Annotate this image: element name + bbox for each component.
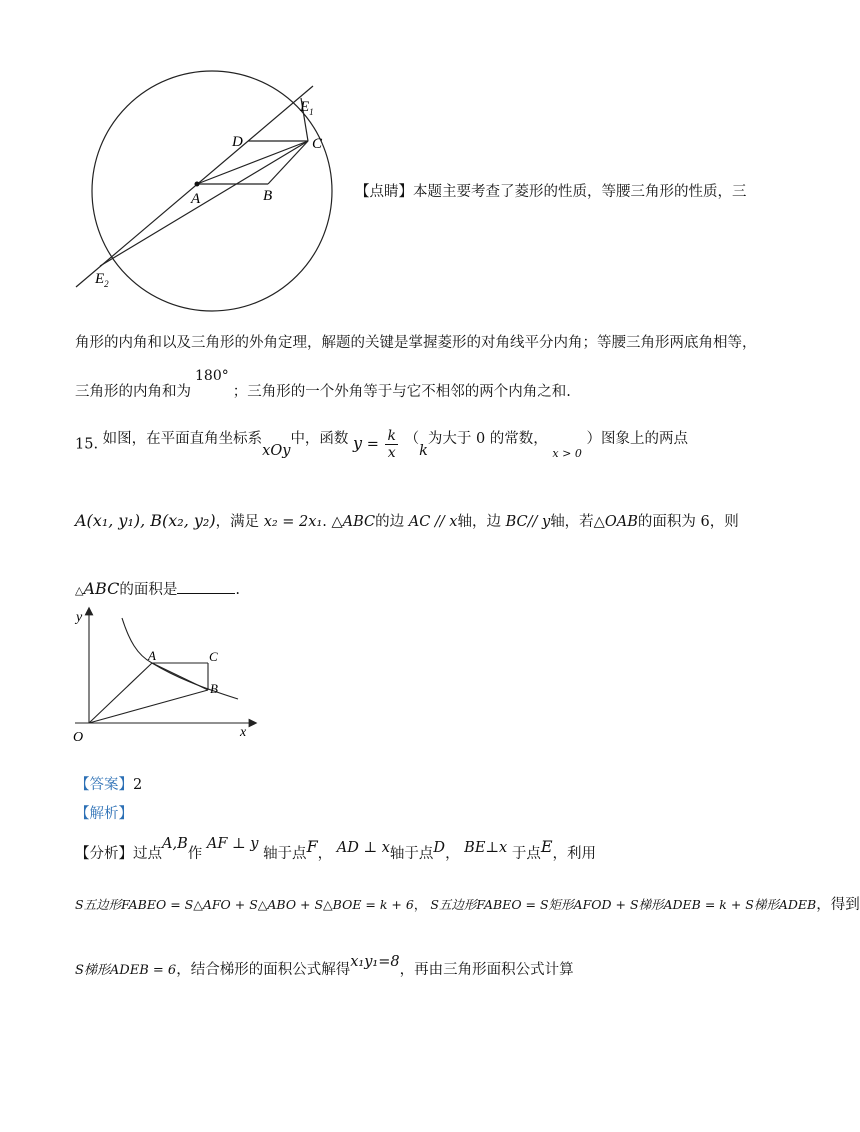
segment-A-C [197, 141, 308, 184]
segment-B-C [268, 141, 308, 184]
label-B: B [210, 681, 218, 696]
circle [92, 71, 332, 311]
q-y: y [353, 433, 363, 453]
q-text: 中，函数 [290, 430, 349, 447]
analysis-line2 [75, 893, 860, 914]
geometry-figure-circle [60, 60, 350, 320]
coordinate-figure [65, 605, 265, 750]
q-text: . [235, 582, 240, 598]
dianjing-line3-text-b: ；三角形的一个外角等于与它不相邻的两个内角之和. [232, 384, 571, 400]
q-triangle: △ [75, 584, 84, 597]
q-text: ，满足 [215, 514, 260, 530]
frac-num: k [387, 428, 396, 444]
a-formula3: S梯形ADEB = 6 [75, 963, 177, 978]
point-A [195, 182, 200, 187]
a-formula4: x₁y₁=8 [350, 954, 400, 970]
question-number: 15. [75, 436, 99, 453]
a-af: AF ⊥ y [206, 836, 259, 852]
analysis-line3 [75, 954, 574, 979]
dianjing-line3 [75, 368, 571, 400]
jiexi-label: 【解析】 [75, 806, 133, 822]
label-E2: $E_2$ [95, 271, 109, 289]
q-text: 如图，在平面直角坐标系 [102, 430, 263, 447]
hyperbola-curve [122, 618, 238, 699]
a-text: ，结合梯形的面积公式解得 [176, 962, 351, 978]
label-D: D [232, 134, 243, 150]
analysis-line1 [75, 836, 597, 862]
label-B: B [263, 188, 273, 204]
a-text: ，再由三角形面积公式计算 [399, 962, 574, 978]
a-text: 【分析】过点 [75, 846, 162, 862]
q-points: A(x₁, y₁), B(x₂, y₂) [75, 511, 216, 530]
a-ad: AD ⊥ x [336, 840, 390, 856]
q-text: 的边 [375, 514, 405, 530]
question-line3 [75, 578, 240, 599]
q-text: 的面积是 [119, 582, 178, 598]
answer-line [75, 773, 142, 794]
q-text: （ [404, 430, 420, 447]
dianjing-line2: 角形的内角和以及三角形的外角定理，解题的关键是掌握菱形的对角线平分内角；等腰三角形两底角相等， [75, 335, 757, 351]
a-text: ， [317, 846, 333, 862]
segment-A-B [152, 663, 208, 690]
degree-180: 180° [195, 368, 229, 384]
a-formula2: S五边形FABEO = S矩形AFOD + S梯形ADEB = k + S梯形ADEB [430, 897, 817, 912]
a-text: ， [445, 846, 460, 862]
q-oab: OAB [604, 514, 638, 530]
a-F: F [306, 837, 318, 856]
q-xoy: xOy [262, 442, 291, 459]
label-A: A [148, 648, 156, 663]
label-C: C [209, 649, 218, 664]
q-bcy: BC// y [505, 514, 551, 530]
line-E2-E1 [76, 86, 313, 287]
q-text: 的面积为 6，则 [637, 514, 739, 530]
frac-den: x [387, 445, 396, 461]
a-ab: A,B [162, 836, 188, 852]
q-text: . △ [322, 514, 343, 530]
a-text: ，得到 [816, 897, 860, 913]
answer-blank [177, 581, 235, 594]
label-x: x [240, 725, 247, 740]
a-text: ，利用 [552, 846, 597, 862]
label-O: O [73, 730, 84, 745]
a-be: BE⊥x [464, 840, 508, 856]
a-E: E [540, 837, 553, 856]
dianjing-line3-text-a: 三角形的内角和为 [75, 384, 191, 400]
q-abc2: ABC [83, 579, 120, 598]
answer-label: 【答案】 [75, 777, 133, 793]
question-line2 [75, 510, 739, 531]
a-D: D [433, 840, 446, 856]
a-text: 作 [187, 846, 203, 862]
a-text: 于点 [511, 846, 541, 862]
q-text: 轴，边 [457, 514, 501, 530]
q-acx: AC // x [408, 514, 458, 530]
q-cond: x > 0 [552, 446, 582, 460]
a-text: 轴于点 [389, 846, 434, 862]
q-k: k [419, 442, 428, 459]
q-text: ）图象上的两点 [586, 430, 688, 447]
a-sep: ， [413, 897, 427, 912]
a-text: 轴于点 [263, 846, 307, 862]
a-formula1: S五边形FABEO = S△AFO + S△ABO + S△BOE = k + 6 [75, 897, 414, 912]
q-eq: = [366, 436, 379, 453]
q-cond2: x₂ = 2x₁ [263, 514, 323, 530]
label-E1: $E_1$ [300, 99, 314, 117]
fraction-k-over-x [385, 428, 397, 461]
dianjing-line1: 【点睛】本题主要考查了菱形的性质，等腰三角形的性质，三 [355, 184, 747, 200]
label-y: y [76, 610, 83, 625]
answer-value: 2 [133, 777, 143, 793]
segment-E2-C [100, 141, 308, 266]
label-A: A [191, 191, 201, 207]
label-C: C [312, 136, 323, 152]
q-abc: ABC [342, 514, 376, 530]
q-text: 为大于 0 的常数， [427, 430, 548, 447]
question-line1 [75, 428, 688, 461]
q-text: 轴，若△ [550, 514, 605, 530]
